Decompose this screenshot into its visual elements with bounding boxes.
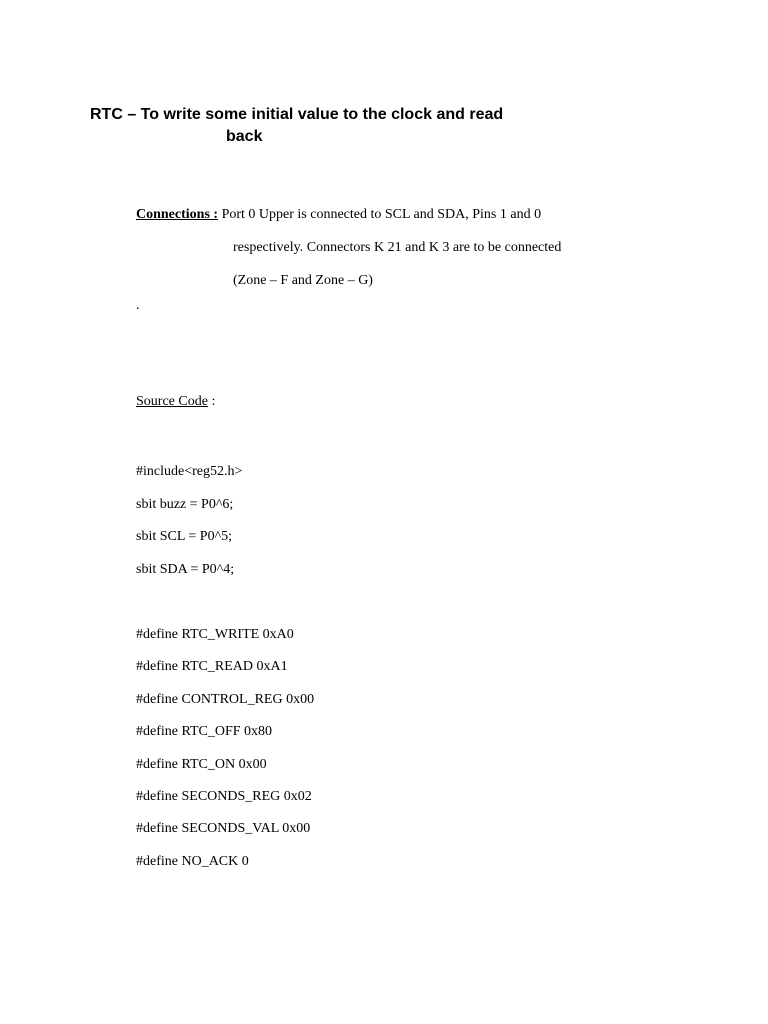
code-line: #define NO_ACK 0 [136, 853, 249, 869]
code-line: #define SECONDS_VAL 0x00 [136, 821, 311, 837]
code-block-includes [136, 456, 242, 587]
document-title [90, 104, 570, 148]
code-line: sbit SDA = P0^4; [136, 562, 235, 578]
connections-line-2: respectively. Connectors K 21 and K 3 are to be connected [233, 240, 562, 255]
connections-line-1 [136, 198, 736, 231]
code-line: #define RTC_OFF 0x80 [136, 724, 273, 740]
connections-text-1: Port 0 Upper is connected to SCL and SDA, Pins 1 and 0 [218, 207, 542, 222]
code-line: #define RTC_WRITE 0xA0 [136, 627, 294, 642]
title-line-1: RTC – To write some initial value to the clock and read [90, 106, 504, 123]
connections-section [136, 198, 736, 297]
connections-line-3: (Zone – F and Zone – G) [233, 273, 373, 288]
title-line-2: back [226, 128, 263, 145]
code-line: #include<reg52.h> [136, 464, 243, 479]
code-line: #define CONTROL_REG 0x00 [136, 691, 315, 707]
code-line: #define SECONDS_REG 0x02 [136, 789, 312, 805]
code-line: sbit buzz = P0^6; [136, 496, 234, 512]
connections-label: Connections : [136, 207, 219, 222]
source-code-suffix: : [207, 394, 216, 409]
source-code-heading [136, 392, 215, 412]
source-code-label: Source Code [136, 394, 208, 409]
code-line: #define RTC_READ 0xA1 [136, 659, 288, 675]
code-block-defines [136, 619, 314, 878]
separator-dot: . [136, 298, 140, 313]
code-line: sbit SCL = P0^5; [136, 529, 233, 545]
code-line: #define RTC_ON 0x00 [136, 756, 267, 772]
